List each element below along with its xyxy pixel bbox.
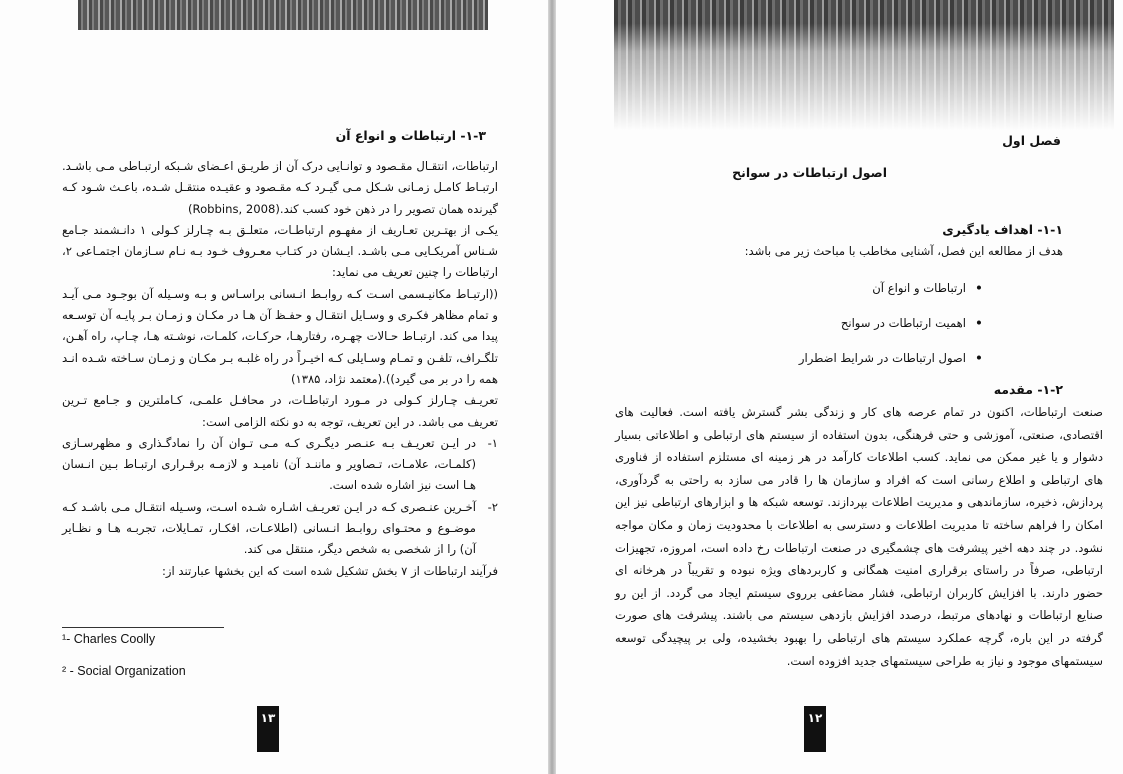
paragraph: یکـی از بهتـرین تعـاریف از مفهـوم ارتباطـات، متعلـق بـه چـارلز کـولی ۱ دانـشمند جـامع شـناس آمریکـایی مـی باشـد. ایـشان در کتـاب معـروف خـود بـه نـام سـازمان اجتمـاعی ۲، ارتباطات را چنین تعریف می نماید: [62, 222, 498, 280]
paragraph: تعریـف چـارلز کـولی در مـورد ارتباطـات، در محافـل علمـی، کـاملترین و جـامع تـرین تعریف می باشد. در این تعریف، توجه به دو نکته الزامی است: [62, 393, 498, 429]
page-number: ۱۲ [804, 706, 826, 752]
chapter-label: فصل اول [1002, 133, 1061, 148]
page-number: ۱۳ [257, 706, 279, 752]
intro-paragraph: صنعت ارتباطات، اکنون در تمام عرصه های کار و زندگی بشر گسترش یافته است. فعالیت های اقتصادی، صنعتی، آموزشی و حتی فرهنگی، بدون استفاده از سیستم های ارتباطی و اطلاعاتی بسیار دشوار و یا غیر ممکن می نماید. کسب اطلاعات کارآمد در هر زمینه ای مستلزم استفاده از فناوری های ارتباطی و اطلاع رسانی است که افراد و سازمان ها را قادر می سازد به راحتی به گردآوری، پردازش، ذخیره، سازماندهی و مدیریت اطلاعات بپردازند. توسعه شبکه ها و ابزارهای ارتباطی نیز این امکان را فراهم ساخته تا مدیریت اطلاعات و دسترسی به اطلاعات با محدودیت زمان و مکان مواجه نشود. در چند دهه اخیر پیشرفت های چشمگیری در صنعت ارتباطات رخ داده است، امروزه، تجهیزات ارتباطی، صرفاً در راستای برقراری امنیت همگانی و کاربردهای ویژه نبوده و تقریباً در هرخانه ای حضور دارند. با افزایش کاربران ارتباطی، فشار مضاعفی برروی سیستم ایجاد می گردد. از این رو صنایع ارتباطات و نهادهای مرتبط، درصدد افزایش بازدهی سیستم می باشند. پیشرفت های صورت گرفته در این باره، گرچه عملکرد سیستم های ارتباطی را بهبود بخشیده، ولی بر پیچیدگی توسعه سیستمهای موجود و نیاز به طراحی سیستمهای جدید افزوده است. [615, 405, 1103, 668]
chapter-title: اصول ارتباطات در سوانح [732, 165, 887, 180]
list-item [62, 433, 498, 497]
list-item: • اهمیت ارتباطات در سوانح [728, 315, 988, 350]
section-intro: هدف از مطالعه این فصل، آشنایی مخاطب با مباحث زیر می باشد: [744, 244, 1063, 258]
section-heading: ۱-۲- مقدمه [993, 382, 1063, 397]
list-item: • اصول ارتباطات در شرایط اضطرار [728, 350, 988, 385]
header-decoration [78, 0, 488, 30]
list-text: در ایـن تعریـف بـه عنـصر دیگـری کـه مـی تـوان آن را نمادگـذاری و مظهرسـازی (کلمـات، علامـات، تـصاویر و ماننـد آن) نامیـد و لازمـه برقـراری ارتبـاط بـین انـسان هـا است نیز اشاره شده است. [62, 435, 476, 493]
list-text: آخـرین عنـصری کـه در ایـن تعریـف اشـاره شـده اسـت، وسـیله انتقـال مـی باشـد کـه موضـوع و محتـوای روابـط انـسانی (اطلاعـات، افکـار، تمـایلات، تجربـه هـا و نظـایر آن) را از شخصی به شخص دیگر، منتقل می کند. [62, 499, 476, 557]
list-item: • ارتباطات و انواع آن [728, 280, 988, 315]
section-heading: ۱-۱- اهداف یادگیری [942, 222, 1063, 237]
objectives-list [728, 280, 988, 385]
right-page [556, 0, 1123, 774]
footnote-divider [62, 627, 224, 628]
header-decoration [614, 0, 1114, 130]
list-number: ۲- [487, 499, 498, 514]
left-body [62, 156, 498, 582]
list-number: ۱- [487, 435, 498, 450]
footnote-1: ¹- Charles Coolly [62, 632, 156, 646]
left-page [0, 0, 548, 774]
closing-line: فرآیند ارتباطات از ۷ بخش تشکیل شده است که این بخشها عبارتند از: [162, 563, 498, 578]
section-heading: ۱-۳- ارتباطات و انواع آن [335, 128, 486, 143]
paragraph: ارتباطات، انتقـال مقـصود و توانـایی درک آن از طریـق اعـضای شـبکه ارتبـاطی مـی باشـد. ارتبـاط کامـل زمـانی شـکل مـی گیـرد کـه مقـصود و عقیـده منتقـل شـده، باعـث شـود کـه گیرنده همان تصویر را در ذهن خود کسب کند.(Robbins, 2008) [62, 159, 498, 216]
list-item [62, 497, 498, 561]
book-gutter [548, 0, 556, 774]
paragraph: ((ارتبـاط مکانیـسمی اسـت کـه روابـط انـسانی براسـاس و بـه وسـیله آن بوجـود مـی آیـد و تمام مظاهر فکـری و وسـایل انتقـال و حفـظ آن هـا در مکـان و زمـان بـر پایـه آن توسـعه پیدا می کند. ارتبـاط حـالات چهـره، رفتارهـا، حرکـات، کلمـات، نوشـته هـا، چـاپ، راه آهـن، تلگـراف، تلفـن و تمـام وسـایلی کـه اخیـراً در راه غلبـه بـر مکـان و زمـان سـاخته شـده انـد همه را در بر می گیرد)).(معتمد نژاد، ۱۳۸۵) [62, 286, 498, 386]
footnote-2: ² - Social Organization [62, 664, 186, 678]
